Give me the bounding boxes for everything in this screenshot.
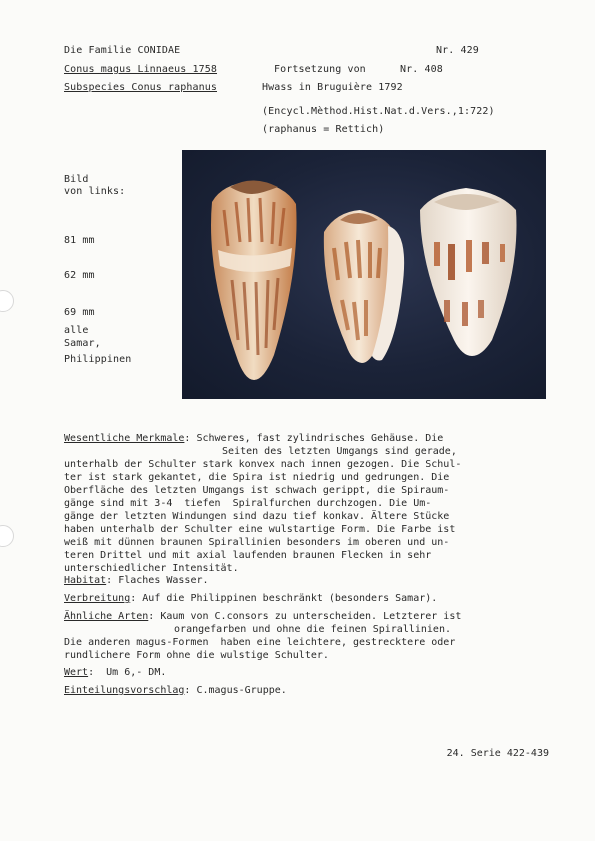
punch-hole-top <box>0 290 14 312</box>
caption-all: alle <box>64 325 89 336</box>
habitat-text: : Flaches Wasser. <box>106 575 209 586</box>
similar-line-0: : Kaum von C.consors zu unterscheiden. Letzterer ist <box>148 611 462 622</box>
value-label: Wert <box>64 667 89 678</box>
shell-photograph <box>182 150 546 399</box>
features-line-9: teren Drittel und mit axial laufenden braunen Flecken in sehr <box>64 550 432 561</box>
value-section <box>64 666 166 679</box>
etymology-note: (raphanus = Rettich) <box>262 124 385 135</box>
caption-picture: Bild <box>64 174 89 185</box>
family-heading: Die Familie CONIDAE <box>64 45 181 56</box>
continuation-label: Fortsetzung von <box>274 64 366 75</box>
features-line-8: weiß mit dünnen braunen Spirallinien besonders im oberen und un- <box>64 537 450 548</box>
similar-species-section <box>64 610 461 662</box>
similar-line-1: orangefarben und ohne die feinen Spirallinien. <box>162 624 451 635</box>
features-line-10: unterschiedlicher Intensität. <box>64 563 239 574</box>
shell-left <box>211 181 297 381</box>
features-line-5: gänge sind mit 3-4 tiefen Spiralfurchen durchzogen. Die Um- <box>64 498 432 509</box>
value-text: : Um 6,- DM. <box>88 667 167 678</box>
literature-reference: (Encycl.Mèthod.Hist.Nat.d.Vers.,1:722) <box>262 106 495 117</box>
species-name: Conus magus Linnaeus 1758 <box>64 64 218 75</box>
subspecies-name: Subspecies Conus raphanus <box>64 82 218 93</box>
features-line-3: ter ist stark gekantet, die Spira ist niedrig und gedrungen. Die <box>64 472 450 483</box>
similar-line-2: Die anderen magus-Formen haben eine leichtere, gestrecktere oder <box>64 637 456 648</box>
caption-from-left: von links: <box>64 186 126 197</box>
features-line-1: Seiten des letzten Umgangs sind gerade, <box>210 446 457 457</box>
features-line-6: gänge der letzten Windungen sind dazu tief konkav. Ältere Stücke <box>64 511 450 522</box>
sheet-number: Nr. 429 <box>436 45 479 56</box>
similar-label: Ähnliche Arten <box>64 611 149 622</box>
caption-size-3: 69 mm <box>64 307 95 318</box>
features-line-0: : Schweres, fast zylindrisches Gehäuse. Die <box>184 433 444 444</box>
series-footer: 24. Serie 422-439 <box>446 748 549 759</box>
caption-size-1: 81 mm <box>64 235 95 246</box>
caption-place-1: Samar, <box>64 338 101 349</box>
shell-right <box>420 188 517 356</box>
habitat-label: Habitat <box>64 575 107 586</box>
shell-photo-svg <box>182 150 546 399</box>
similar-line-3: rundlichere Form ohne die wulstige Schulter. <box>64 650 329 661</box>
features-label: Wesentliche Merkmale <box>64 433 185 444</box>
features-line-4: Oberfläche des letzten Umgangs ist schwach gerippt, die Spiraum- <box>64 485 450 496</box>
features-line-2: unterhalb der Schulter stark konvex nach innen gezogen. Die Schul- <box>64 459 462 470</box>
distribution-text: : Auf die Philippinen beschränkt (besonders Samar). <box>130 593 438 604</box>
subspecies-author: Hwass in Bruguière 1792 <box>262 82 403 93</box>
classification-label: Einteilungsvorschlag <box>64 685 185 696</box>
caption-size-2: 62 mm <box>64 270 95 281</box>
shell-middle <box>324 210 404 363</box>
caption-place-2: Philippinen <box>64 354 132 365</box>
continuation-number: Nr. 408 <box>400 64 443 75</box>
features-section <box>64 432 461 575</box>
classification-section <box>64 684 287 697</box>
classification-text: : C.magus-Gruppe. <box>184 685 287 696</box>
punch-hole-bottom <box>0 525 14 547</box>
distribution-section <box>64 592 437 605</box>
features-line-7: haben unterhalb der Schulter eine wulstartige Form. Die Farbe ist <box>64 524 456 535</box>
distribution-label: Verbreitung <box>64 593 131 604</box>
habitat-section <box>64 574 209 587</box>
